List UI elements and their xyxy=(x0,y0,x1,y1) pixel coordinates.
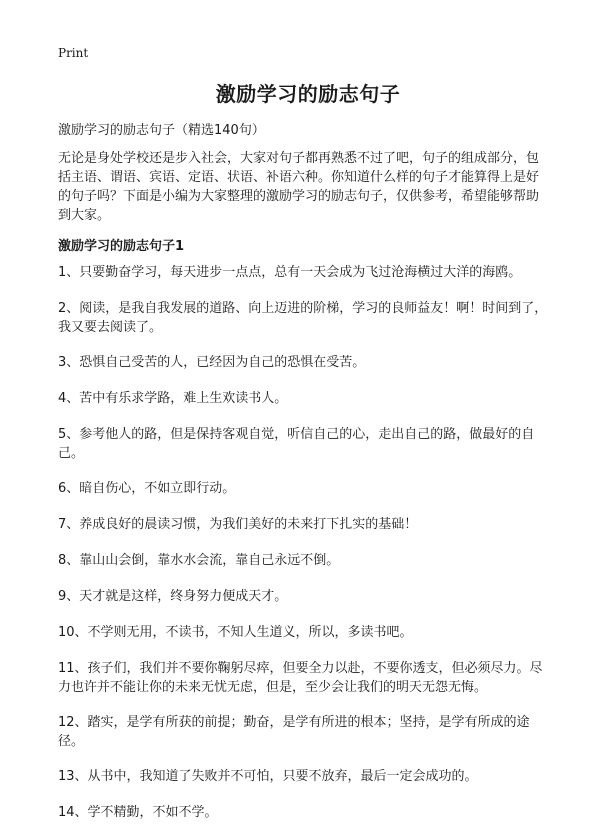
quote-item-13: 13、从书中，我知道了失败并不可怕，只要不放弃，最后一定会成功的。 xyxy=(58,769,478,784)
quote-item-11: 11、孩子们，我们并不要你鞠躬尽瘁，但要全力以赴，不要你透支，但必须尽力。尽力也许并不能让你的未来无忧无虑，但是，至少会让我们的明天无怨无悔。 xyxy=(58,661,543,695)
quote-item-5: 5、参考他人的路，但是保持客观自觉，听信自己的心，走出自己的路，做最好的自己。 xyxy=(58,427,535,461)
quote-item-3: 3、恐惧自己受苦的人，已经因为自己的恐惧在受苦。 xyxy=(58,355,366,370)
quote-item-2: 2、阅读，是我自我发展的道路、向上迈进的阶梯，学习的良师益友！啊！时间到了，我又要去阅读了。 xyxy=(58,301,548,335)
quote-item-12: 12、踏实，是学有所获的前提；勤奋，是学有所进的根本；坚持，是学有所成的途径。 xyxy=(58,715,530,749)
section-heading: 激励学习的励志句子1 xyxy=(58,239,185,254)
page-title: 激励学习的励志句子 xyxy=(215,82,401,106)
quote-item-4: 4、苦中有乐求学路，难上生欢读书人。 xyxy=(58,391,288,406)
quote-item-7: 7、养成良好的晨读习惯，为我们美好的未来打下扎实的基础！ xyxy=(58,517,418,532)
quote-item-8: 8、靠山山会倒，靠水水会流，靠自己永远不倒。 xyxy=(58,553,340,568)
quote-item-1: 1、只要勤奋学习，每天进步一点点，总有一天会成为飞过沧海横过大洋的海鸥。 xyxy=(58,265,522,280)
intro-paragraph: 无论是身处学校还是步入社会，大家对句子都再熟悉不过了吧，句子的组成部分，包括主语、谓语、宾语、定语、状语、补语六种。你知道什么样的句子才能算得上是好的句子吗？下面是小编为大家整理的激励学习的励志句子，仅供参考，希望能够帮助到大家。 xyxy=(58,151,540,223)
quote-item-14: 14、学不精勤，不如不学。 xyxy=(58,805,218,820)
subtitle: 激励学习的励志句子（精选140句） xyxy=(58,123,265,138)
print-link[interactable]: Print xyxy=(58,46,89,60)
quote-item-10: 10、不学则无用，不读书，不知人生道义，所以，多读书吧。 xyxy=(58,625,413,640)
quote-item-9: 9、天才就是这样，终身努力便成天才。 xyxy=(58,589,288,604)
quote-item-6: 6、暗自伤心，不如立即行动。 xyxy=(58,481,236,496)
quote-list xyxy=(58,263,550,839)
